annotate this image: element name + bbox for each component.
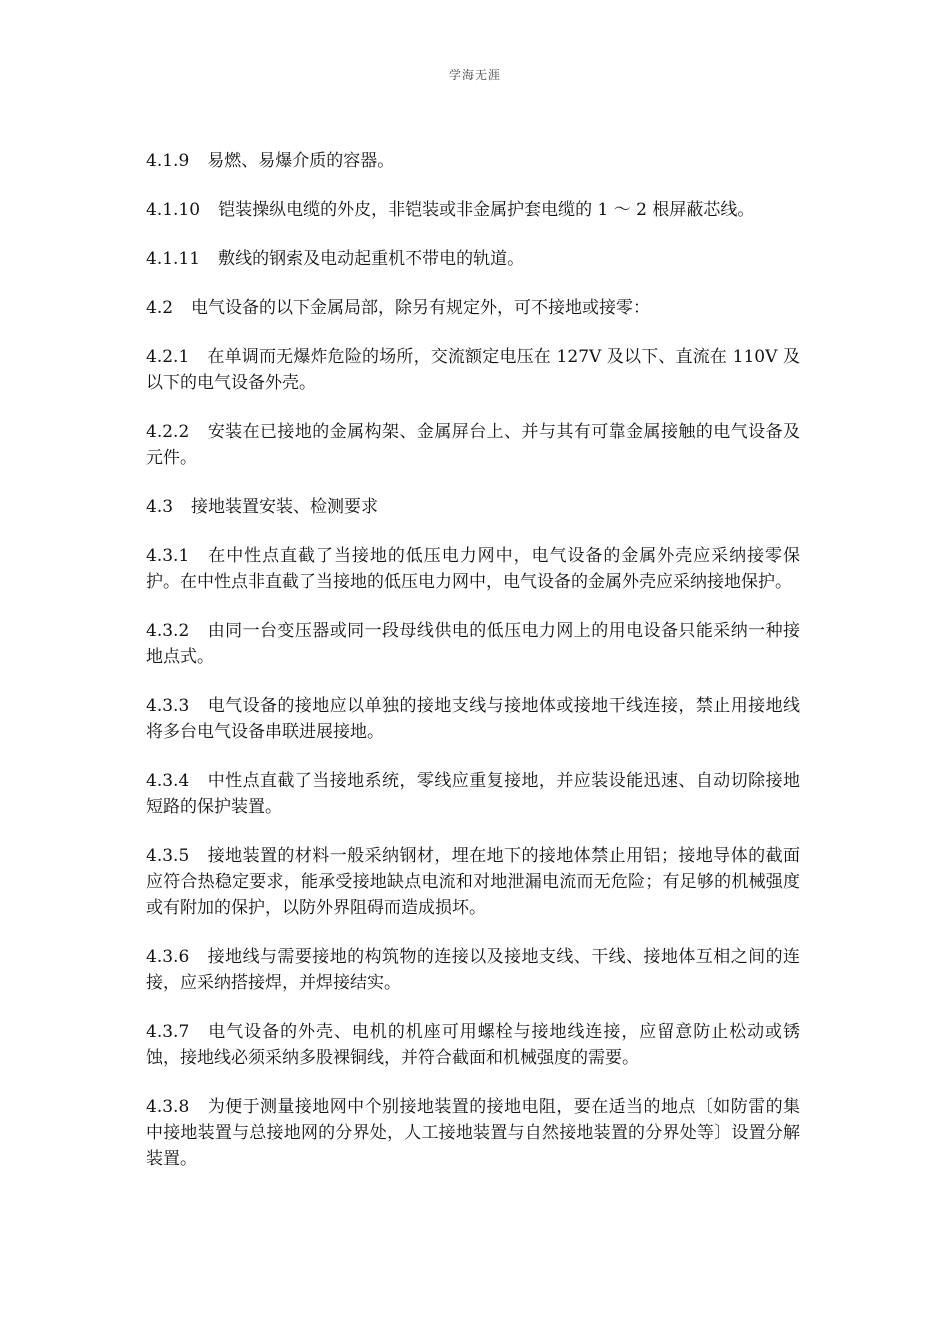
paragraph-4-3-1 (146, 543, 800, 595)
clause-number: 4.3.8 (146, 1097, 190, 1117)
paragraph-4-3-4 (146, 768, 800, 820)
paragraph-4-1-10 (146, 197, 800, 223)
clause-text: 敷线的钢索及电动起重机不带电的轨道。 (218, 249, 525, 269)
clause-text: 电气设备的接地应以单独的接地支线与接地体或接地干线连接，禁止用接地线将多台电气设备串联进展接地。 (146, 696, 800, 742)
clause-number: 4.3.6 (146, 947, 190, 967)
paragraph-4-3-3 (146, 693, 800, 745)
clause-number: 4.1.9 (146, 151, 190, 171)
clause-text: 在单调而无爆炸危险的场所，交流额定电压在 127V 及以下、直流在 110V 及以下的电气设备外壳。 (146, 347, 800, 393)
clause-text: 安装在已接地的金属构架、金属屏台上、并与其有可靠金属接触的电气设备及元件。 (146, 422, 800, 468)
clause-text: 由同一台变压器或同一段母线供电的低压电力网上的用电设备只能采纳一种接地点式。 (146, 621, 800, 667)
clause-text: 电气设备的外壳、电机的机座可用螺栓与接地线连接，应留意防止松动或锈蚀，接地线必须采纳多股裸铜线，并符合截面和机械强度的需要。 (146, 1022, 800, 1068)
clause-number: 4.3.1 (146, 546, 190, 566)
paragraph-4-2-1 (146, 344, 800, 396)
clause-number: 4.3.7 (146, 1022, 190, 1042)
clause-text: 接地线与需要接地的构筑物的连接以及接地支线、干线、接地体互相之间的连接，应采纳搭接焊，并焊接结实。 (146, 947, 800, 993)
clause-text: 易燃、易爆介质的容器。 (207, 151, 395, 171)
paragraph-4-1-11 (146, 246, 800, 272)
page-header: 学海无涯 (448, 68, 501, 82)
clause-number: 4.3.4 (146, 771, 190, 791)
paragraph-4-3-2 (146, 618, 800, 670)
clause-number: 4.3 (146, 497, 174, 517)
clause-text: 接地装置安装、检测要求 (191, 497, 379, 517)
clause-number: 4.1.11 (146, 249, 201, 269)
clause-number: 4.3.3 (146, 696, 190, 716)
paragraph-4-1-9 (146, 148, 800, 174)
clause-number: 4.2 (146, 298, 174, 318)
paragraph-4-3 (146, 494, 800, 520)
paragraph-4-2 (146, 295, 800, 321)
clause-number: 4.2.1 (146, 347, 190, 367)
clause-number: 4.3.2 (146, 621, 190, 641)
paragraph-4-3-6 (146, 944, 800, 996)
clause-text: 为便于测量接地网中个别接地装置的接地电阻，要在适当的地点〔如防雷的集中接地装置与总接地网的分界处，人工接地装置与自然接地装置的分界处等〕设置分解装置。 (146, 1097, 800, 1169)
clause-number: 4.2.2 (146, 422, 190, 442)
paragraph-4-3-7 (146, 1019, 800, 1071)
clause-text: 在中性点直截了当接地的低压电力网中，电气设备的金属外壳应采纳接零保护。在中性点非直截了当接地的低压电力网中，电气设备的金属外壳应采纳接地保护。 (146, 546, 800, 592)
clause-number: 4.1.10 (146, 200, 201, 220)
paragraph-4-3-8 (146, 1094, 800, 1172)
paragraph-4-2-2 (146, 419, 800, 471)
clause-text: 铠装操纵电缆的外皮，非铠装或非金属护套电缆的 1 ～ 2 根屏蔽芯线。 (218, 200, 755, 220)
clause-text: 接地装置的材料一般采纳钢材，埋在地下的接地体禁止用铝；接地导体的截面应符合热稳定要求，能承受接地缺点电流和对地泄漏电流而无危险；有足够的机械强度或有附加的保护，以防外界阻碍而造成损坏。 (146, 846, 800, 918)
clause-number: 4.3.5 (146, 846, 190, 866)
clause-text: 电气设备的以下金属局部，除另有规定外，可不接地或接零： (191, 298, 651, 318)
document-body (146, 148, 800, 1195)
paragraph-4-3-5 (146, 843, 800, 921)
clause-text: 中性点直截了当接地系统，零线应重复接地，并应装设能迅速、自动切除接地短路的保护装置。 (146, 771, 800, 817)
